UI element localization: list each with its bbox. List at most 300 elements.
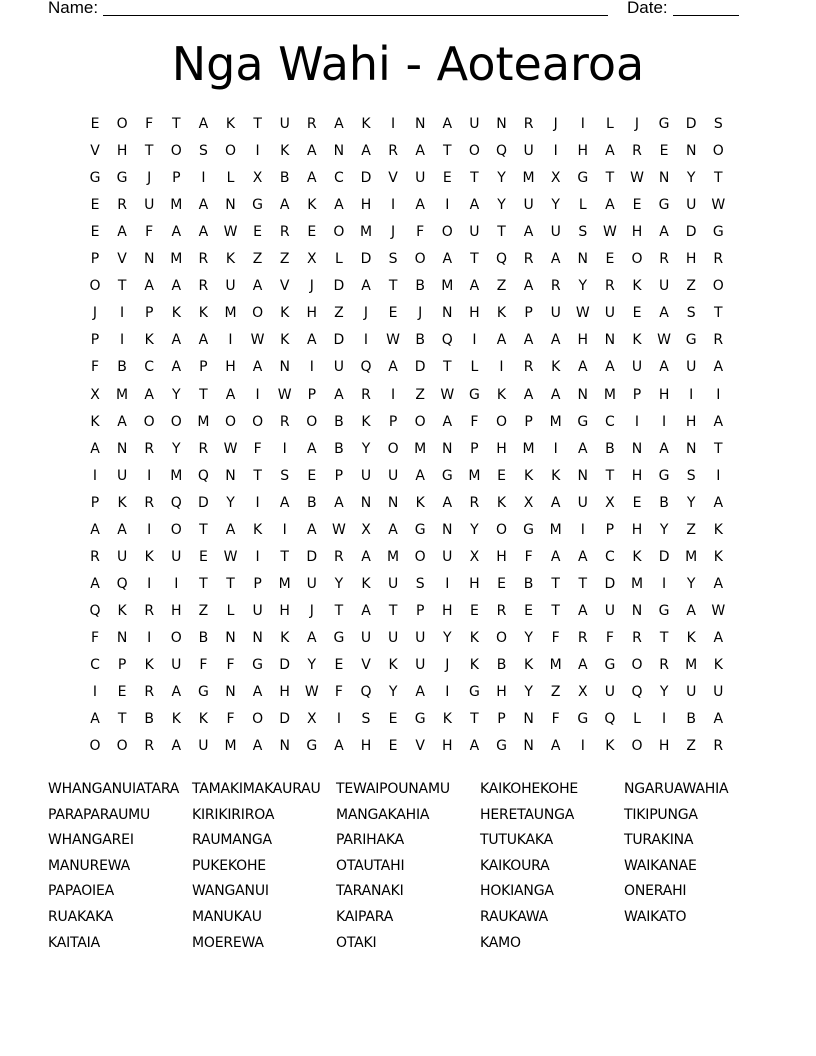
grid-letter[interactable]: I: [445, 575, 450, 592]
grid-letter[interactable]: M: [170, 467, 183, 484]
grid-letter[interactable]: N: [685, 440, 697, 457]
grid-letter[interactable]: K: [198, 711, 208, 728]
grid-letter[interactable]: I: [580, 116, 585, 132]
grid-letter[interactable]: N: [116, 440, 128, 457]
grid-letter[interactable]: P: [117, 657, 127, 673]
grid-letter[interactable]: Y: [470, 521, 479, 538]
grid-letter[interactable]: Z: [252, 251, 263, 268]
grid-letter[interactable]: O: [631, 738, 643, 755]
grid-letter[interactable]: O: [414, 413, 426, 430]
grid-letter[interactable]: I: [634, 413, 640, 430]
grid-letter[interactable]: A: [469, 738, 480, 755]
grid-letter[interactable]: T: [443, 143, 452, 160]
grid-letter[interactable]: F: [226, 711, 235, 728]
grid-letter[interactable]: W: [711, 602, 726, 619]
grid-letter[interactable]: A: [550, 548, 561, 565]
grid-letter[interactable]: U: [333, 359, 345, 376]
grid-letter[interactable]: U: [686, 197, 697, 214]
grid-letter[interactable]: M: [170, 251, 183, 268]
grid-letter[interactable]: P: [605, 521, 615, 538]
grid-letter[interactable]: L: [470, 359, 479, 376]
grid-letter[interactable]: O: [170, 143, 182, 160]
grid-letter[interactable]: N: [143, 251, 155, 268]
grid-letter[interactable]: O: [252, 305, 264, 322]
grid-letter[interactable]: J: [391, 224, 396, 241]
grid-letter[interactable]: V: [90, 143, 100, 160]
grid-letter[interactable]: O: [224, 413, 237, 430]
date-input-line[interactable]: [673, 0, 739, 16]
grid-letter[interactable]: O: [252, 711, 264, 728]
grid-letter[interactable]: Q: [170, 494, 182, 511]
grid-letter[interactable]: T: [144, 143, 154, 160]
grid-letter[interactable]: A: [713, 629, 724, 646]
grid-letter[interactable]: K: [280, 332, 290, 349]
grid-letter[interactable]: I: [147, 467, 152, 484]
grid-letter[interactable]: H: [279, 684, 290, 701]
grid-letter[interactable]: J: [309, 602, 314, 619]
grid-letter[interactable]: J: [147, 170, 152, 187]
grid-letter[interactable]: O: [495, 521, 508, 538]
grid-letter[interactable]: G: [333, 629, 345, 646]
grid-letter[interactable]: Y: [388, 684, 398, 701]
grid-letter[interactable]: K: [225, 116, 236, 132]
grid-letter[interactable]: C: [90, 657, 100, 673]
grid-letter[interactable]: H: [116, 143, 128, 160]
grid-letter[interactable]: A: [279, 494, 290, 511]
grid-letter[interactable]: T: [714, 170, 723, 187]
grid-letter[interactable]: Y: [443, 629, 452, 646]
grid-letter[interactable]: T: [470, 170, 479, 187]
grid-letter[interactable]: O: [712, 143, 724, 160]
grid-letter[interactable]: S: [415, 575, 425, 592]
grid-letter[interactable]: O: [441, 224, 453, 241]
grid-letter[interactable]: I: [282, 440, 287, 457]
grid-letter[interactable]: F: [145, 224, 154, 241]
grid-letter[interactable]: O: [468, 143, 480, 160]
grid-letter[interactable]: E: [388, 738, 398, 755]
grid-letter[interactable]: E: [497, 575, 506, 592]
grid-letter[interactable]: G: [252, 657, 264, 673]
grid-letter[interactable]: A: [252, 738, 263, 755]
grid-letter[interactable]: D: [685, 224, 697, 241]
grid-letter[interactable]: E: [388, 711, 398, 728]
grid-letter[interactable]: A: [415, 684, 425, 701]
grid-letter[interactable]: R: [144, 494, 155, 511]
grid-letter[interactable]: J: [553, 116, 558, 132]
grid-letter[interactable]: J: [634, 116, 640, 132]
grid-letter[interactable]: O: [170, 413, 182, 430]
grid-letter[interactable]: U: [604, 305, 616, 322]
grid-letter[interactable]: R: [550, 278, 561, 295]
grid-letter[interactable]: T: [388, 602, 398, 619]
grid-letter[interactable]: O: [143, 413, 155, 430]
grid-letter[interactable]: A: [198, 332, 209, 349]
grid-letter[interactable]: D: [279, 711, 291, 728]
grid-letter[interactable]: Z: [279, 251, 290, 268]
grid-letter[interactable]: I: [391, 386, 396, 403]
grid-letter[interactable]: A: [90, 575, 100, 592]
grid-letter[interactable]: P: [90, 251, 100, 268]
grid-letter[interactable]: P: [172, 170, 181, 187]
grid-letter[interactable]: U: [144, 197, 155, 214]
grid-letter[interactable]: K: [524, 467, 534, 484]
grid-letter[interactable]: K: [524, 657, 534, 673]
grid-letter[interactable]: I: [553, 440, 558, 457]
grid-letter[interactable]: N: [604, 332, 616, 349]
grid-letter[interactable]: O: [495, 629, 508, 646]
grid-letter[interactable]: F: [524, 548, 533, 565]
grid-letter[interactable]: K: [713, 548, 723, 565]
grid-letter[interactable]: F: [551, 629, 560, 646]
grid-letter[interactable]: X: [578, 684, 588, 701]
grid-letter[interactable]: U: [225, 278, 236, 295]
grid-letter[interactable]: I: [391, 116, 396, 132]
grid-letter[interactable]: B: [415, 278, 425, 295]
grid-letter[interactable]: H: [631, 467, 643, 484]
grid-letter[interactable]: M: [549, 521, 562, 538]
grid-letter[interactable]: W: [304, 684, 319, 701]
grid-letter[interactable]: R: [577, 629, 588, 646]
grid-letter[interactable]: J: [363, 305, 369, 322]
grid-letter[interactable]: N: [523, 711, 534, 728]
grid-letter[interactable]: K: [361, 575, 371, 592]
grid-letter[interactable]: S: [686, 467, 696, 484]
grid-letter[interactable]: G: [577, 711, 589, 728]
grid-letter[interactable]: G: [197, 684, 209, 701]
grid-letter[interactable]: A: [550, 738, 561, 755]
grid-letter[interactable]: H: [631, 224, 643, 241]
grid-letter[interactable]: K: [280, 305, 290, 322]
grid-letter[interactable]: O: [387, 440, 399, 457]
grid-letter[interactable]: G: [414, 711, 426, 728]
grid-letter[interactable]: U: [252, 602, 263, 619]
grid-letter[interactable]: N: [442, 440, 453, 457]
grid-letter[interactable]: A: [713, 575, 724, 592]
grid-letter[interactable]: S: [578, 224, 588, 241]
grid-letter[interactable]: A: [550, 251, 561, 268]
grid-letter[interactable]: B: [686, 711, 696, 728]
grid-letter[interactable]: Z: [550, 684, 561, 701]
grid-letter[interactable]: S: [713, 116, 723, 132]
grid-letter[interactable]: A: [171, 359, 182, 376]
grid-letter[interactable]: I: [553, 143, 558, 160]
grid-letter[interactable]: H: [658, 738, 670, 755]
grid-letter[interactable]: A: [523, 332, 534, 349]
grid-letter[interactable]: R: [279, 413, 290, 430]
grid-letter[interactable]: D: [360, 251, 372, 268]
grid-letter[interactable]: M: [197, 413, 210, 430]
grid-letter[interactable]: L: [334, 251, 343, 268]
grid-letter[interactable]: U: [306, 575, 317, 592]
grid-letter[interactable]: X: [361, 521, 371, 538]
grid-letter[interactable]: I: [147, 575, 152, 592]
grid-letter[interactable]: N: [442, 521, 453, 538]
grid-letter[interactable]: R: [523, 251, 534, 268]
grid-letter[interactable]: R: [306, 116, 317, 132]
grid-letter[interactable]: T: [334, 602, 344, 619]
grid-letter[interactable]: B: [334, 440, 344, 457]
grid-letter[interactable]: K: [469, 657, 479, 673]
grid-letter[interactable]: Y: [686, 170, 696, 187]
grid-letter[interactable]: K: [605, 738, 615, 755]
grid-letter[interactable]: Y: [172, 440, 181, 457]
grid-letter[interactable]: T: [578, 575, 588, 592]
grid-letter[interactable]: K: [171, 711, 181, 728]
grid-letter[interactable]: E: [307, 467, 317, 484]
grid-letter[interactable]: Q: [495, 251, 508, 268]
grid-letter[interactable]: N: [333, 143, 345, 160]
grid-letter[interactable]: T: [172, 116, 181, 132]
grid-letter[interactable]: Y: [551, 197, 560, 214]
grid-letter[interactable]: I: [662, 575, 667, 592]
grid-letter[interactable]: U: [686, 684, 697, 701]
grid-letter[interactable]: U: [604, 684, 616, 701]
grid-letter[interactable]: P: [144, 305, 154, 322]
grid-letter[interactable]: R: [523, 116, 534, 132]
grid-letter[interactable]: B: [334, 413, 344, 430]
grid-letter[interactable]: K: [469, 629, 479, 646]
grid-letter[interactable]: G: [712, 224, 724, 241]
name-input-line[interactable]: [103, 0, 608, 16]
grid-letter[interactable]: N: [116, 629, 128, 646]
grid-letter[interactable]: R: [361, 386, 371, 403]
grid-letter[interactable]: M: [278, 575, 291, 592]
grid-letter[interactable]: M: [116, 386, 129, 403]
grid-letter[interactable]: R: [659, 251, 669, 268]
grid-letter[interactable]: H: [577, 143, 589, 160]
grid-letter[interactable]: K: [632, 548, 642, 565]
grid-letter[interactable]: E: [307, 224, 317, 241]
grid-letter[interactable]: T: [280, 548, 289, 565]
grid-letter[interactable]: N: [577, 467, 589, 484]
grid-letter[interactable]: I: [228, 332, 233, 349]
grid-letter[interactable]: U: [469, 116, 480, 132]
grid-letter[interactable]: O: [495, 413, 508, 430]
grid-letter[interactable]: A: [523, 278, 534, 295]
grid-letter[interactable]: I: [92, 684, 98, 701]
grid-letter[interactable]: R: [388, 143, 398, 160]
grid-letter[interactable]: S: [198, 143, 208, 160]
grid-letter[interactable]: H: [685, 251, 697, 268]
grid-letter[interactable]: U: [469, 224, 480, 241]
grid-letter[interactable]: E: [90, 116, 100, 132]
grid-letter[interactable]: H: [496, 548, 507, 565]
grid-letter[interactable]: P: [470, 440, 479, 457]
grid-letter[interactable]: A: [415, 197, 425, 214]
grid-letter[interactable]: U: [658, 278, 670, 295]
grid-letter[interactable]: A: [171, 684, 182, 701]
grid-letter[interactable]: U: [360, 467, 372, 484]
grid-letter[interactable]: A: [117, 521, 127, 538]
grid-letter[interactable]: A: [117, 413, 127, 430]
grid-letter[interactable]: T: [605, 170, 615, 187]
grid-letter[interactable]: X: [90, 386, 100, 403]
grid-letter[interactable]: G: [685, 332, 697, 349]
grid-letter[interactable]: N: [496, 116, 507, 132]
grid-letter[interactable]: W: [277, 386, 292, 403]
grid-letter[interactable]: Z: [496, 278, 507, 295]
grid-letter[interactable]: K: [144, 657, 154, 673]
grid-letter[interactable]: M: [685, 548, 698, 565]
grid-letter[interactable]: E: [659, 143, 669, 160]
grid-letter[interactable]: U: [198, 738, 209, 755]
grid-letter[interactable]: M: [603, 386, 616, 403]
grid-letter[interactable]: W: [657, 332, 672, 349]
grid-letter[interactable]: F: [145, 116, 154, 132]
grid-letter[interactable]: J: [309, 278, 314, 295]
grid-letter[interactable]: N: [360, 494, 372, 511]
grid-letter[interactable]: V: [388, 170, 398, 187]
grid-letter[interactable]: T: [199, 575, 208, 592]
grid-letter[interactable]: N: [225, 197, 236, 214]
grid-letter[interactable]: I: [580, 738, 585, 755]
grid-letter[interactable]: I: [391, 197, 396, 214]
grid-letter[interactable]: Y: [497, 170, 506, 187]
grid-letter[interactable]: N: [577, 386, 589, 403]
grid-letter[interactable]: L: [226, 602, 235, 619]
grid-letter[interactable]: D: [333, 332, 345, 349]
grid-letter[interactable]: P: [90, 332, 100, 349]
grid-letter[interactable]: A: [415, 143, 425, 160]
grid-letter[interactable]: G: [441, 467, 453, 484]
grid-letter[interactable]: T: [253, 467, 262, 484]
grid-letter[interactable]: W: [223, 224, 238, 241]
grid-letter[interactable]: V: [117, 251, 127, 268]
grid-letter[interactable]: P: [253, 575, 262, 592]
grid-letter[interactable]: F: [334, 684, 343, 701]
grid-letter[interactable]: Q: [197, 467, 209, 484]
grid-letter[interactable]: E: [117, 684, 127, 701]
grid-letter[interactable]: U: [442, 548, 453, 565]
grid-letter[interactable]: A: [198, 116, 209, 132]
grid-letter[interactable]: I: [120, 332, 125, 349]
grid-letter[interactable]: Z: [415, 386, 425, 403]
grid-letter[interactable]: G: [523, 521, 535, 538]
grid-letter[interactable]: N: [279, 359, 290, 376]
grid-letter[interactable]: R: [334, 548, 344, 565]
grid-letter[interactable]: K: [713, 521, 723, 538]
grid-letter[interactable]: H: [360, 197, 372, 214]
grid-letter[interactable]: H: [631, 521, 643, 538]
grid-letter[interactable]: R: [605, 278, 615, 295]
grid-letter[interactable]: D: [685, 116, 697, 132]
grid-letter[interactable]: Y: [659, 684, 669, 701]
grid-letter[interactable]: Q: [441, 332, 453, 349]
grid-letter[interactable]: R: [144, 440, 155, 457]
grid-letter[interactable]: M: [630, 575, 644, 592]
grid-letter[interactable]: X: [307, 251, 317, 268]
grid-letter[interactable]: D: [604, 575, 616, 592]
grid-letter[interactable]: W: [223, 548, 238, 565]
grid-letter[interactable]: L: [633, 711, 641, 728]
grid-letter[interactable]: O: [631, 657, 643, 673]
grid-letter[interactable]: E: [632, 494, 642, 511]
grid-letter[interactable]: S: [280, 467, 290, 484]
grid-letter[interactable]: A: [605, 143, 615, 160]
grid-letter[interactable]: H: [442, 602, 453, 619]
grid-letter[interactable]: I: [363, 332, 369, 349]
grid-letter[interactable]: I: [120, 305, 125, 322]
grid-letter[interactable]: H: [496, 684, 507, 701]
grid-letter[interactable]: K: [90, 413, 100, 430]
grid-letter[interactable]: W: [440, 386, 455, 403]
grid-letter[interactable]: G: [468, 684, 480, 701]
grid-letter[interactable]: C: [144, 359, 155, 376]
grid-letter[interactable]: N: [225, 629, 236, 646]
grid-letter[interactable]: A: [442, 494, 453, 511]
grid-letter[interactable]: H: [496, 440, 507, 457]
grid-letter[interactable]: K: [307, 197, 317, 214]
grid-letter[interactable]: M: [522, 170, 535, 187]
grid-letter[interactable]: I: [499, 359, 504, 376]
grid-letter[interactable]: O: [170, 629, 182, 646]
grid-letter[interactable]: P: [415, 602, 425, 619]
grid-letter[interactable]: U: [523, 143, 534, 160]
grid-letter[interactable]: T: [117, 711, 127, 728]
grid-letter[interactable]: O: [89, 278, 101, 295]
grid-letter[interactable]: N: [631, 602, 643, 619]
grid-letter[interactable]: X: [550, 170, 561, 187]
grid-letter[interactable]: A: [361, 548, 371, 565]
grid-letter[interactable]: N: [414, 116, 426, 132]
grid-letter[interactable]: E: [253, 224, 263, 241]
grid-letter[interactable]: K: [442, 711, 452, 728]
grid-letter[interactable]: K: [551, 359, 561, 376]
grid-letter[interactable]: T: [551, 602, 560, 619]
grid-letter[interactable]: T: [605, 467, 615, 484]
grid-letter[interactable]: U: [631, 359, 643, 376]
grid-letter[interactable]: A: [252, 278, 263, 295]
grid-letter[interactable]: H: [469, 305, 480, 322]
grid-letter[interactable]: O: [89, 738, 101, 755]
grid-letter[interactable]: G: [116, 170, 128, 187]
grid-letter[interactable]: P: [199, 359, 208, 376]
grid-letter[interactable]: U: [713, 684, 724, 701]
grid-letter[interactable]: A: [469, 278, 480, 295]
grid-letter[interactable]: H: [577, 332, 589, 349]
grid-letter[interactable]: E: [632, 197, 642, 214]
grid-letter[interactable]: R: [523, 359, 534, 376]
grid-letter[interactable]: A: [469, 197, 480, 214]
grid-letter[interactable]: B: [279, 170, 290, 187]
grid-letter[interactable]: B: [496, 657, 507, 673]
grid-letter[interactable]: A: [578, 548, 588, 565]
grid-letter[interactable]: A: [144, 278, 154, 295]
grid-letter[interactable]: K: [496, 494, 507, 511]
grid-letter[interactable]: M: [549, 657, 562, 673]
grid-letter[interactable]: Q: [89, 602, 101, 619]
grid-letter[interactable]: I: [472, 332, 477, 349]
grid-letter[interactable]: A: [307, 440, 317, 457]
grid-letter[interactable]: N: [279, 738, 290, 755]
grid-letter[interactable]: B: [144, 711, 154, 728]
grid-letter[interactable]: O: [252, 413, 264, 430]
grid-letter[interactable]: H: [469, 575, 480, 592]
grid-letter[interactable]: R: [90, 548, 100, 565]
grid-letter[interactable]: R: [117, 197, 127, 214]
grid-letter[interactable]: U: [387, 629, 399, 646]
grid-letter[interactable]: H: [442, 738, 453, 755]
grid-letter[interactable]: Z: [198, 602, 209, 619]
grid-letter[interactable]: T: [199, 521, 208, 538]
grid-letter[interactable]: V: [279, 278, 290, 295]
grid-letter[interactable]: Y: [307, 657, 317, 673]
grid-letter[interactable]: W: [575, 305, 590, 322]
grid-letter[interactable]: B: [306, 494, 317, 511]
grid-letter[interactable]: J: [445, 657, 450, 673]
grid-letter[interactable]: Y: [686, 494, 696, 511]
grid-letter[interactable]: U: [116, 467, 128, 484]
